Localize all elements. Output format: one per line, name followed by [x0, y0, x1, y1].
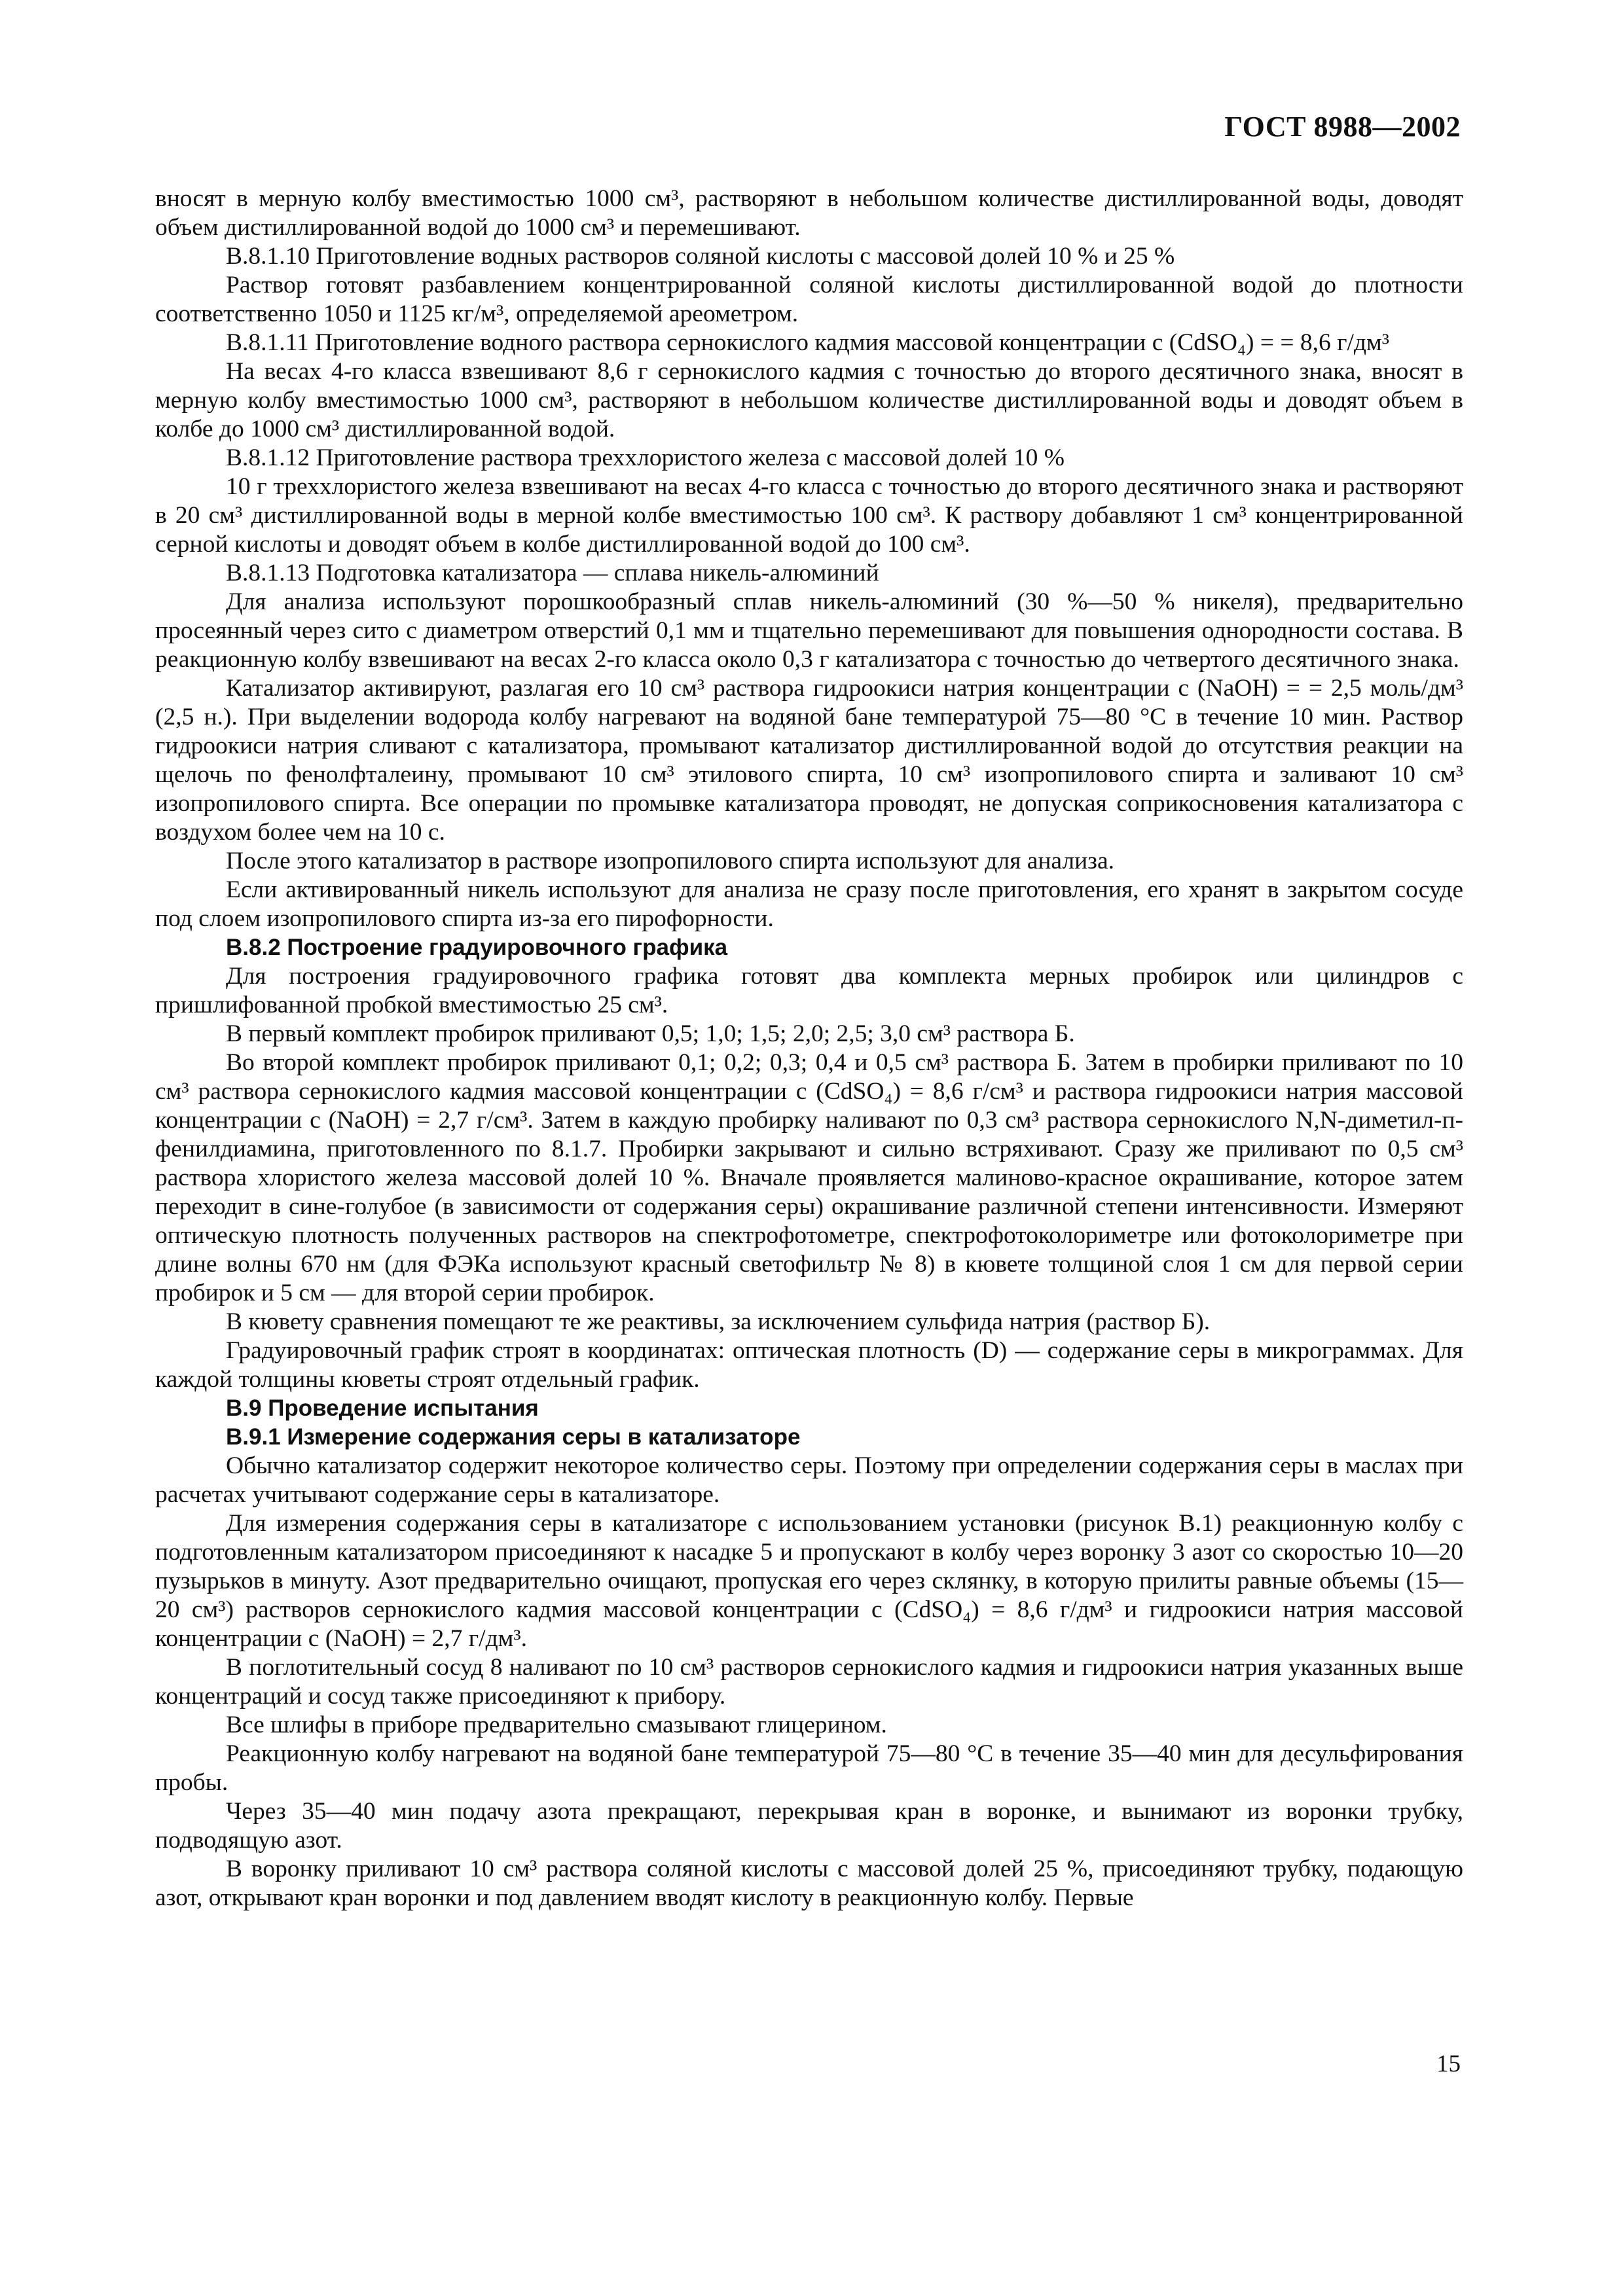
section-title: В.8.1.11 Приготовление водного раствора сернокислого кадмия массовой концентрации c (CdSO₄) = = 8,6 г/дм³ — [226, 329, 1389, 356]
paragraph: В поглотительный сосуд 8 наливают по 10 см³ растворов сернокислого кадмия и гидроокиси натрия указанных выше концентраций и сосуд также присоединяют к прибору. — [155, 1654, 1463, 1710]
paragraph: Во второй комплект пробирок приливают 0,1; 0,2; 0,3; 0,4 и 0,5 см³ раствора Б. Затем в пробирки приливают по 10 см³ раствора сернокислого кадмия массовой концентрации c (CdSO₄) = 8,6 г/см³ и раствора гидроокиси натрия массовой концентрации c (NaOH) = 2,7 г/см³. Затем в каждую пробирку наливают по 0,3 см³ раствора сернокислого N,N-диметил-п-фенилдиамина, приготовленного по 8.1.7. Пробирки закрывают и сильно встряхивают. Сразу же приливают по 0,5 см³ раствора хлористого железа массовой долей 10 %. Вначале проявляется малиново-красное окрашивание, которое затем переходит в сине-голубое (в зависимости от содержания серы) окрашивание различной степени интенсивности. Измеряют оптическую плотность полученных растворов на спектрофотометре, спектрофотоколориметре или фотоколориметре при длине волны 670 нм (для ФЭКа используют красный светофильтр № 8) в кювете толщиной слоя 1 см для первой серии пробирок и 5 см — для второй серии пробирок. — [155, 1049, 1463, 1306]
paragraph: Для построения градуировочного графика готовят два комплекта мерных пробирок или цилиндров с пришлифованной пробкой вместимостью 25 см³. — [155, 963, 1463, 1018]
paragraph: В кювету сравнения помещают те же реактивы, за исключением сульфида натрия (раствор Б). — [226, 1308, 1211, 1335]
paragraph: После этого катализатор в растворе изопропилового спирта используют для анализа. — [226, 848, 1114, 874]
paragraph: Реакционную колбу нагревают на водяной бане температурой 75—80 °С в течение 35—40 мин для десульфирования пробы. — [155, 1740, 1463, 1796]
section-title: В.8.1.12 Приготовление раствора треххлористого железа с массовой долей 10 % — [226, 444, 1065, 471]
section-heading: В.8.2 Построение градуировочного графика — [226, 935, 728, 960]
body-text — [155, 185, 1463, 1912]
paragraph: Для измерения содержания серы в катализаторе с использованием установки (рисунок В.1) реакционную колбу с подготовленным катализатором присоединяют к насадке 5 и пропускают в колбу через воронку 3 азот со скоростью 10—20 пузырьков в минуту. Азот предварительно очищают, пропуская его через склянку, в которую прилиты равные объемы (15—20 см³) растворов сернокислого кадмия массовой концентрации c (CdSO₄) = 8,6 г/дм³ и гидроокиси натрия массовой концентрации c (NaOH) = 2,7 г/дм³. — [155, 1510, 1463, 1652]
standard-header: ГОСТ 8988—2002 — [1224, 111, 1461, 143]
section-heading: В.9.1 Измерение содержания серы в катализаторе — [226, 1424, 801, 1450]
paragraph: Обычно катализатор содержит некоторое количество серы. Поэтому при определении содержания серы в маслах при расчетах учитывают содержание серы в катализаторе. — [155, 1452, 1463, 1508]
paragraph: В первый комплект пробирок приливают 0,5; 1,0; 1,5; 2,0; 2,5; 3,0 см³ раствора Б. — [226, 1020, 1075, 1047]
paragraph: Если активированный никель используют для анализа не сразу после приготовления, его хранят в закрытом сосуде под слоем изопропилового спирта из-за его пирофорности. — [155, 876, 1463, 932]
section-title: В.8.1.13 Подготовка катализатора — сплава никель-алюминий — [226, 560, 879, 586]
paragraph: Все шлифы в приборе предварительно смазывают глицерином. — [226, 1712, 887, 1738]
paragraph: На весах 4-го класса взвешивают 8,6 г сернокислого кадмия с точностью до второго десятичного знака, вносят в мерную колбу вместимостью 1000 см³, растворяют в небольшом количестве дистиллированной воды и доводят объем в колбе до 1000 см³ дистиллированной водой. — [155, 358, 1463, 442]
paragraph: вносят в мерную колбу вместимостью 1000 см³, растворяют в небольшом количестве дистиллированной воды, доводят объем дистиллированной водой до 1000 см³ и перемешивают. — [155, 185, 1463, 241]
paragraph: Градуировочный график строят в координатах: оптическая плотность (D) — содержание серы в микрограммах. Для каждой толщины кюветы строят отдельный график. — [155, 1337, 1463, 1393]
paragraph: Катализатор активируют, разлагая его 10 см³ раствора гидроокиси натрия концентрации c (NaOH) = = 2,5 моль/дм³ (2,5 н.). При выделении водорода колбу нагревают на водяной бане температурой 75—80 °С в течение 10 мин. Раствор гидроокиси натрия сливают с катализатора, промывают катализатор дистиллированной водой до отсутствия реакции на щелочь по фенолфталеину, промывают 10 см³ этилового спирта, 10 см³ изопропилового спирта и заливают 10 см³ изопропилового спирта. Все операции по промывке катализатора проводят, не допуская соприкосновения катализатора с воздухом более чем на 10 с. — [155, 675, 1463, 846]
paragraph: Через 35—40 мин подачу азота прекращают, перекрывая кран в воронке, и вынимают из воронки трубку, подводящую азот. — [155, 1798, 1463, 1854]
paragraph: 10 г треххлористого железа взвешивают на весах 4-го класса с точностью до второго десятичного знака и растворяют в 20 см³ дистиллированной воды в мерной колбе вместимостью 100 см³. К раствору добавляют 1 см³ концентрированной серной кислоты и доводят объем в колбе дистиллированной водой до 100 см³. — [155, 473, 1463, 558]
section-title: В.8.1.10 Приготовление водных растворов соляной кислоты с массовой долей 10 % и 25 % — [226, 243, 1175, 270]
section-heading: В.9 Проведение испытания — [226, 1395, 539, 1421]
page-number: 15 — [1436, 2051, 1461, 2077]
paragraph: В воронку приливают 10 см³ раствора соляной кислоты с массовой долей 25 %, присоединяют трубку, подающую азот, открывают кран воронки и под давлением вводят кислоту в реакционную колбу. Первые — [155, 1856, 1463, 1911]
paragraph: Для анализа используют порошкообразный сплав никель-алюминий (30 %—50 % никеля), предварительно просеянный через сито с диаметром отверстий 0,1 мм и тщательно перемешивают для повышения однородности состава. В реакционную колбу взвешивают на весах 2-го класса около 0,3 г катализатора с точностью до четвертого десятичного знака. — [155, 588, 1463, 673]
paragraph: Раствор готовят разбавлением концентрированной соляной кислоты дистиллированной водой до плотности соответственно 1050 и 1125 кг/м³, определяемой ареометром. — [155, 272, 1463, 327]
